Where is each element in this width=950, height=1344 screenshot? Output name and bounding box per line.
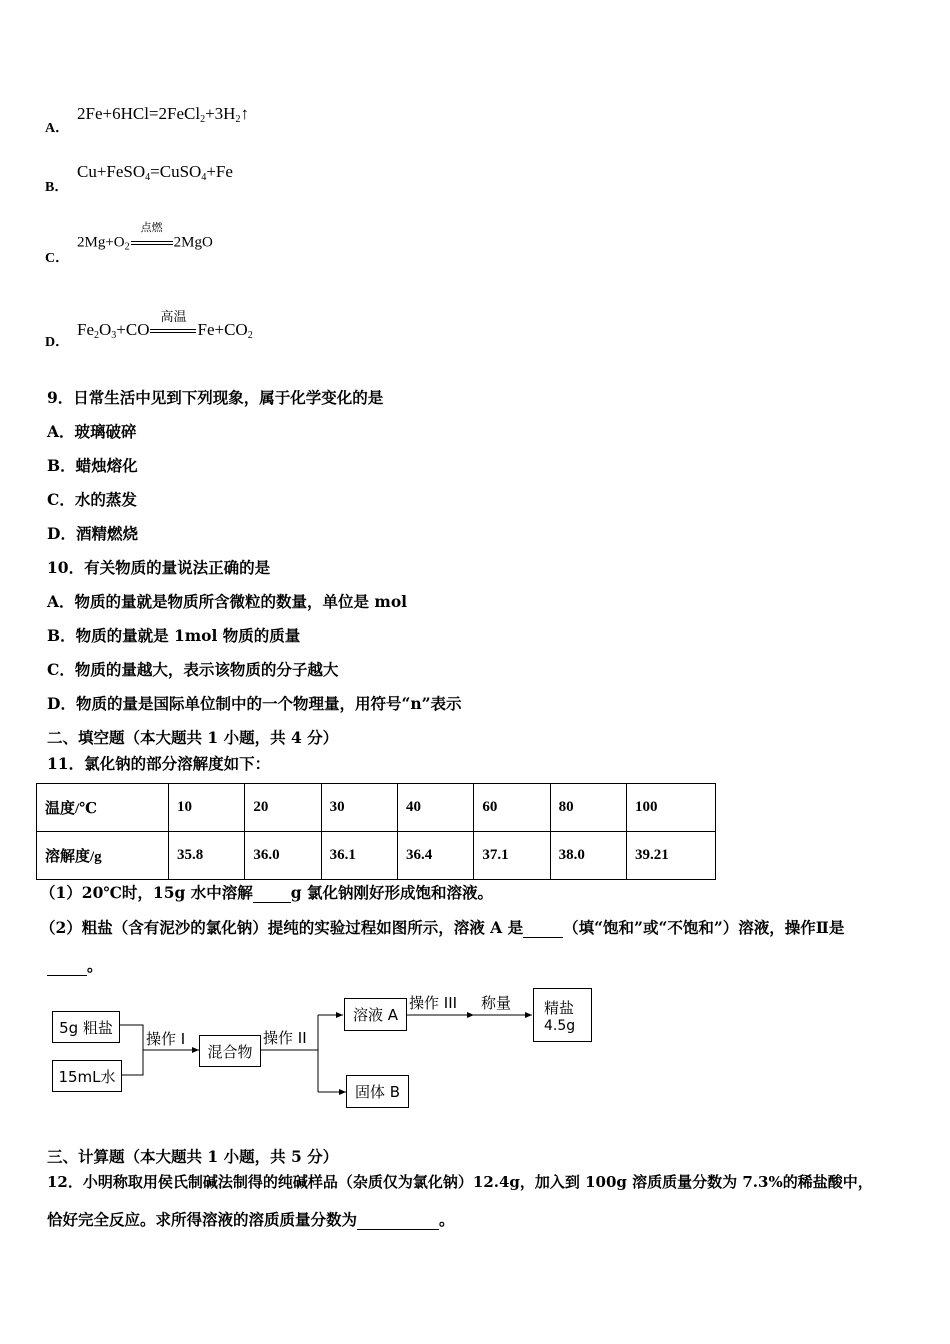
table-row — [37, 784, 716, 832]
table-cell: 35.8 — [169, 832, 245, 880]
table-cell: 10 — [169, 784, 245, 832]
q10-stem: 10．有关物质的量说法正确的是 — [47, 558, 271, 577]
q9-option-a: A．玻璃破碎 — [47, 422, 137, 441]
answer-blank[interactable] — [523, 937, 563, 938]
section-2-title: 二、填空题（本大题共 1 小题，共 4 分） — [47, 728, 339, 747]
option-c-equation: $2Mg+O_2$ 点燃 2MgO — [77, 221, 213, 253]
option-b-label: B． — [45, 180, 69, 195]
option-c-label: C． — [45, 251, 70, 266]
table-cell: 37.1 — [474, 832, 550, 880]
table-cell: 60 — [474, 784, 550, 832]
operation-2-label: 操作 II — [263, 1029, 307, 1047]
q9-option-c: C．水的蒸发 — [47, 490, 137, 509]
q9-option-b: B．蜡烛熔化 — [47, 456, 138, 475]
section-3-title: 三、计算题（本大题共 1 小题，共 5 分） — [47, 1147, 339, 1166]
option-a-equation: $2Fe+6HCl=2FeCl_2+3H_2↑$ — [77, 104, 249, 125]
condition-high-temp: 高温 — [150, 321, 196, 341]
option-b-equation: Cu+FeSO$_4$=CuSO$_4$+Fe — [77, 162, 233, 183]
fine-salt-box: 精盐 4.5g — [533, 988, 592, 1042]
table-cell: 20 — [245, 784, 321, 832]
solubility-table — [36, 783, 716, 880]
table-cell: 39.21 — [627, 832, 716, 880]
answer-blank[interactable] — [357, 1229, 439, 1230]
flow-connectors — [0, 980, 950, 1115]
mixture-box: 混合物 — [199, 1035, 261, 1067]
q10-option-a: A．物质的量就是物质所含微粒的数量，单位是 mol — [47, 592, 408, 611]
purification-flow-diagram — [0, 980, 950, 1115]
table-cell: 温度/℃ — [37, 784, 169, 832]
table-cell: 100 — [627, 784, 716, 832]
q9-option-d: D．酒精燃烧 — [47, 524, 138, 543]
q10-option-b: B．物质的量就是 1mol 物质的质量 — [47, 626, 301, 645]
operation-1-label: 操作 I — [146, 1030, 186, 1048]
q12-line-2: 恰好完全反应。求所得溶液的溶质质量分数为 。 — [47, 1210, 455, 1229]
operation-3-label: 操作 III — [409, 994, 458, 1012]
water-box: 15mL水 — [52, 1060, 122, 1092]
weigh-label: 称量 — [481, 994, 512, 1012]
q11-part-1: （1）20℃时，15g 水中溶解 g 氯化钠刚好形成饱和溶液。 — [40, 883, 493, 902]
table-cell: 溶解度/g — [37, 832, 169, 880]
table-cell: 30 — [321, 784, 397, 832]
answer-blank[interactable] — [47, 975, 87, 976]
option-d-equation: $Fe_2O_3+CO$ 高温 $Fe+CO_2$ — [77, 310, 253, 341]
option-d-label: D． — [45, 335, 70, 350]
q10-option-c: C．物质的量越大，表示该物质的分子越大 — [47, 660, 339, 679]
solid-b-box: 固体 B — [346, 1075, 409, 1108]
table-cell: 40 — [397, 784, 473, 832]
condition-ignite: 点燃 — [131, 233, 173, 253]
table-cell: 36.1 — [321, 832, 397, 880]
q11-stem: 11．氯化钠的部分溶解度如下： — [47, 754, 271, 773]
table-cell: 38.0 — [550, 832, 626, 880]
option-a-label: A． — [45, 121, 70, 136]
q10-option-d: D．物质的量是国际单位制中的一个物理量，用符号“n”表示 — [47, 694, 462, 713]
solution-a-box: 溶液 A — [344, 998, 407, 1031]
q11-part-2-cont: 。 — [47, 956, 103, 976]
q12-line-1: 12．小明称取用侯氏制碱法制得的纯碱样品（杂质仅为氯化钠）12.4g，加入到 100g 溶质质量分数为 7.3%的稀盐酸中， — [47, 1173, 873, 1191]
table-cell: 36.4 — [397, 832, 473, 880]
q11-part-2: （2）粗盐（含有泥沙的氯化钠）提纯的实验过程如图所示，溶液 A 是 （填“饱和”或“不饱和”）溶液，操作Ⅱ是 — [40, 918, 845, 937]
crude-salt-box: 5g 粗盐 — [52, 1011, 120, 1043]
q9-stem: 9．日常生活中见到下列现象，属于化学变化的是 — [47, 388, 384, 407]
table-cell: 80 — [550, 784, 626, 832]
table-cell: 36.0 — [245, 832, 321, 880]
answer-blank[interactable] — [253, 902, 291, 903]
table-row — [37, 832, 716, 880]
